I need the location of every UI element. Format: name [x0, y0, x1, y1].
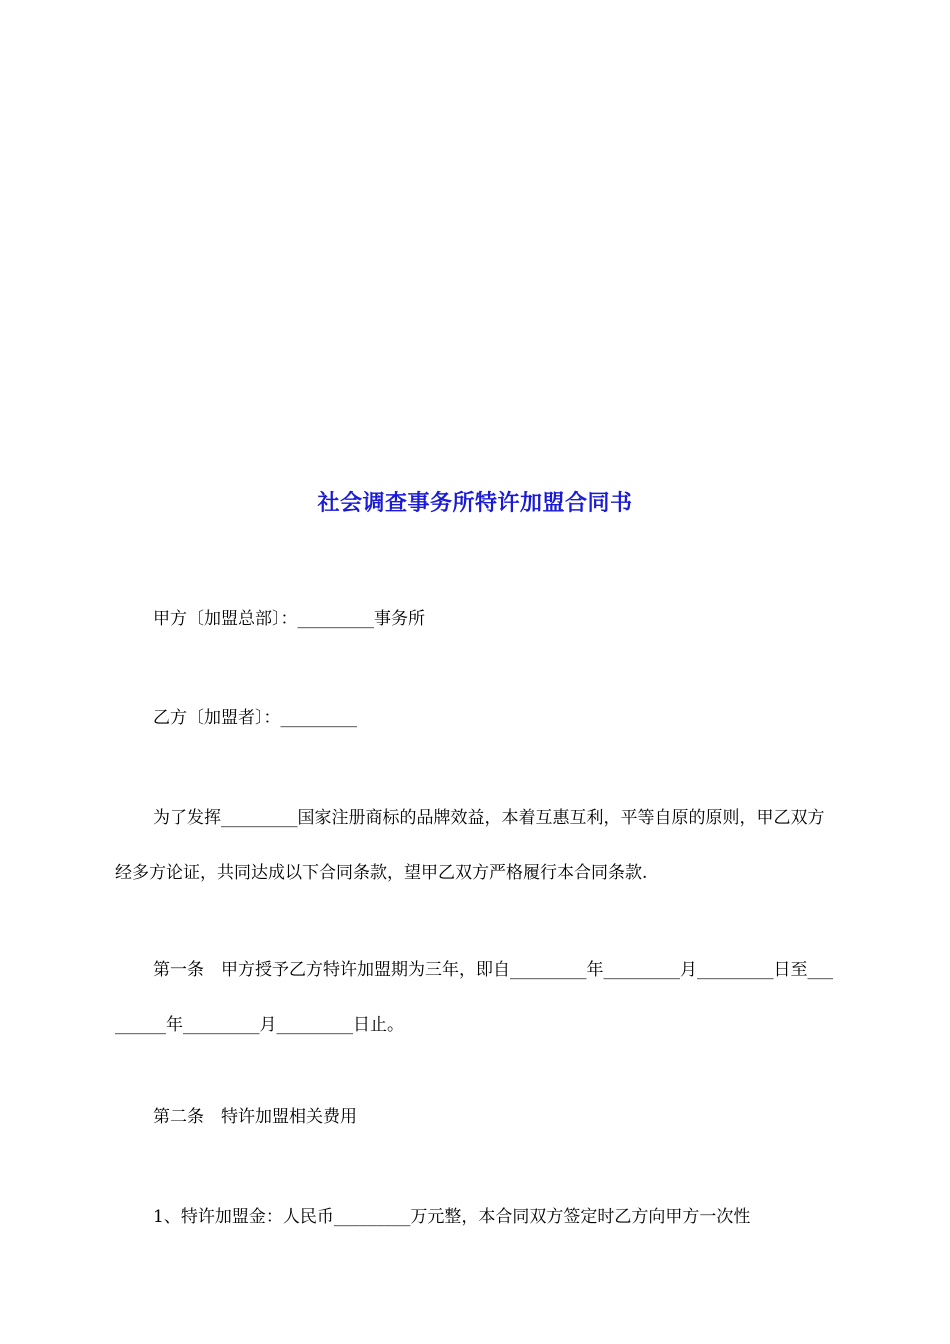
franchise-fee-paragraph: 1、特许加盟金：人民币_________万元整，本合同双方签定时乙方向甲方一次性 [153, 1207, 751, 1227]
document-title: 社会调查事务所特许加盟合同书 [317, 490, 633, 516]
party-b-line: 乙方〔加盟者〕：_________ [153, 708, 357, 728]
article-one-paragraph: 第一条 甲方授予乙方特许加盟期为三年，即自_________年_________月_________日至_________年_________月_________日止。 [115, 960, 833, 1035]
article-two-heading: 第二条 特许加盟相关费用 [153, 1107, 357, 1127]
party-a-line: 甲方〔加盟总部〕：_________事务所 [153, 609, 425, 629]
preamble-paragraph: 为了发挥_________国家注册商标的品牌效益，本着互惠互利，平等自原的原则，甲乙双方经多方论证，共同达成以下合同条款，望甲乙双方严格履行本合同条款. [115, 808, 825, 883]
